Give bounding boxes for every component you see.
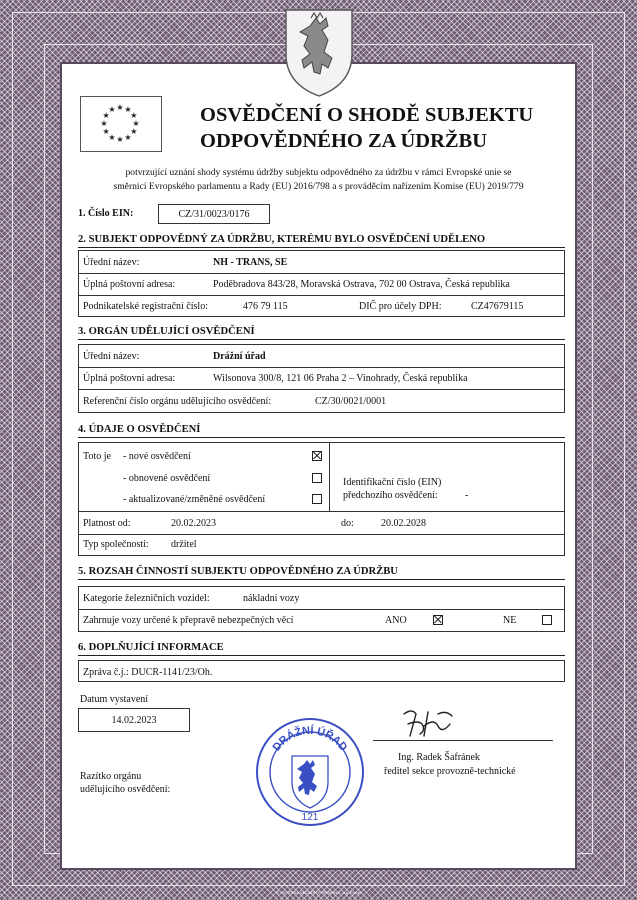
signatory-name: Ing. Radek Šafránek	[398, 752, 480, 763]
value-official-name: NH - TRANS, SE	[213, 256, 288, 268]
label-valid-to: do:	[341, 517, 354, 529]
label-renewed-certificate: - obnovené osvědčení	[123, 473, 211, 484]
value-company-type: držitel	[171, 538, 197, 550]
section-6-box	[78, 660, 565, 682]
label-updated-certificate: - aktualizované/změněné osvědčení	[123, 494, 266, 505]
row-dangerous-goods	[79, 609, 564, 631]
row-authority-name	[79, 345, 564, 368]
renewed-certificate-checkbox[interactable]	[312, 473, 322, 483]
eu-star-icon: ★	[102, 111, 110, 120]
eu-star-icon: ★	[132, 119, 140, 128]
subtitle-line-2: směrnicí Evropského parlamentu a Rady (EU) 2016/798 a s prováděcím nařízením Komise (EU) 2019/779	[113, 181, 524, 192]
title-line-2: ODPOVĚDNÉHO ZA ÚDRŽBU	[200, 130, 488, 152]
stamp-bottom-text: 121	[301, 812, 319, 823]
eu-star-icon: ★	[116, 103, 124, 112]
value-postal-address: Poděbradova 843/28, Moravská Ostrava, 702 00 Ostrava, Česká republika	[213, 278, 510, 290]
eu-star-icon: ★	[100, 119, 108, 128]
value-authority-ref: CZ/30/0021/0001	[315, 395, 387, 407]
title-line-1: OSVĚDČENÍ O SHODĚ SUBJEKTU	[200, 104, 534, 126]
label-registration: Podnikatelské registrační číslo:	[83, 300, 208, 312]
certificate-type-cell	[79, 443, 330, 511]
value-previous-ein: -	[465, 490, 469, 501]
value-report: Zpráva č.j.: DUCR-1141/23/Oh.	[83, 666, 213, 678]
label-postal-address: Úplná poštovní adresa:	[83, 278, 176, 290]
section-3-box	[78, 344, 565, 413]
section-6-heading: 6. DOPLŇUJÍCÍ INFORMACE	[78, 642, 565, 656]
section-3-heading: 3. ORGÁN UDĚLUJÍCÍ OSVĚDČENÍ	[78, 326, 565, 340]
label-issue-date: Datum vystavení	[80, 694, 149, 705]
section-5-box	[78, 586, 565, 632]
section-4-heading: 4. ÚDAJE O OSVĚDČENÍ	[78, 424, 565, 438]
label-dangerous-goods: Zahrnuje vozy určené k přepravě nebezpečných věcí	[83, 614, 294, 626]
signature-line	[373, 740, 553, 741]
svg-text:DRÁŽNÍ ÚŘAD	[271, 724, 350, 754]
value-valid-to: 20.02.2028	[381, 517, 426, 529]
section-2-box	[78, 250, 565, 317]
eu-star-icon: ★	[108, 132, 116, 142]
label-company-type: Typ společnosti:	[83, 538, 149, 550]
row-vehicle-category	[79, 587, 564, 610]
yes-checkbox[interactable]	[433, 615, 443, 625]
eu-star-icon: ★	[124, 105, 132, 115]
row-authority-address	[79, 367, 564, 390]
stamp-top-text: DRÁŽNÍ ÚŘAD	[270, 724, 350, 754]
row-report	[79, 661, 564, 683]
label-vehicle-category: Kategorie železničních vozidel:	[83, 592, 210, 604]
label-new-certificate: - nové osvědčení	[123, 451, 191, 462]
stamp-label-line-2: udělujícího osvědčení:	[80, 784, 171, 795]
label-official-name: Úřední název:	[83, 256, 140, 268]
row-validity	[79, 511, 564, 535]
value-valid-from: 20.02.2023	[171, 517, 216, 529]
eu-star-icon: ★	[130, 127, 138, 136]
eu-star-icon: ★	[130, 111, 138, 120]
row-postal-address	[79, 273, 564, 296]
value-registration: 476 79 115	[243, 300, 288, 312]
section-2-heading: 2. SUBJEKT ODPOVĚDNÝ ZA ÚDRŽBU, KTERÉMU BYLO OSVĚDČENÍ UDĚLENO	[78, 234, 565, 248]
label-vat: DIČ pro účely DPH:	[359, 300, 442, 312]
subtitle-line-1: potvrzující uznání shody systému údržby subjektu odpovědného za údržbu v rámci Evropské unie se	[125, 167, 512, 178]
eu-flag-icon	[80, 96, 162, 152]
no-checkbox[interactable]	[542, 615, 552, 625]
updated-certificate-checkbox[interactable]	[312, 494, 322, 504]
certificate-title	[200, 102, 550, 154]
value-authority-name: Drážní úřad	[213, 350, 266, 362]
eu-star-icon: ★	[102, 127, 110, 136]
ein-value: CZ/31/0023/0176	[158, 204, 270, 224]
eu-star-icon: ★	[108, 105, 116, 115]
label-no: NE	[503, 614, 517, 626]
new-certificate-checkbox[interactable]	[312, 451, 322, 461]
section-5-heading: 5. ROZSAH ČINNOSTÍ SUBJEKTU ODPOVĚDNÉHO ZA ÚDRŽBU	[78, 566, 565, 580]
label-toto-je: Toto je	[83, 451, 111, 462]
value-vehicle-category: nákladní vozy	[243, 592, 300, 604]
value-issue-date: 14.02.2023	[78, 708, 190, 732]
certificate-subtitle	[70, 166, 567, 194]
row-registration	[79, 295, 564, 317]
value-vat: CZ47679115	[471, 300, 524, 312]
row-authority-ref	[79, 390, 564, 412]
value-authority-address: Wilsonova 300/8, 121 06 Praha 2 – Vinohrady, Česká republika	[213, 372, 468, 384]
coat-of-arms-icon	[280, 4, 358, 100]
stamp-label-line-1: Razítko orgánu	[80, 771, 142, 782]
label-valid-from: Platnost od:	[83, 517, 131, 529]
stamp-label	[80, 770, 170, 796]
signature	[398, 706, 468, 742]
ein-label: 1. Číslo EIN:	[78, 208, 134, 219]
row-company-type	[79, 533, 564, 555]
eu-star-icon: ★	[116, 135, 124, 144]
label-authority-name: Úřední název:	[83, 350, 140, 362]
section-4-box	[78, 442, 565, 556]
label-previous-ein-line2: předchozího osvědčení:	[343, 490, 438, 501]
printer-imprint: © VICTORIA SECURITY PRINTING, a.s. Praha	[276, 890, 361, 895]
label-authority-ref: Referenční číslo orgánu udělujícího osvědčení:	[83, 395, 272, 407]
eu-star-icon: ★	[124, 132, 132, 142]
official-stamp	[254, 716, 366, 828]
label-previous-ein-line1: Identifikační číslo (EIN)	[343, 477, 442, 488]
label-yes: ANO	[385, 614, 407, 626]
signatory-position: ředitel sekce provozně-technické	[384, 766, 516, 777]
label-authority-address: Úplná poštovní adresa:	[83, 372, 176, 384]
row-official-name	[79, 251, 564, 274]
